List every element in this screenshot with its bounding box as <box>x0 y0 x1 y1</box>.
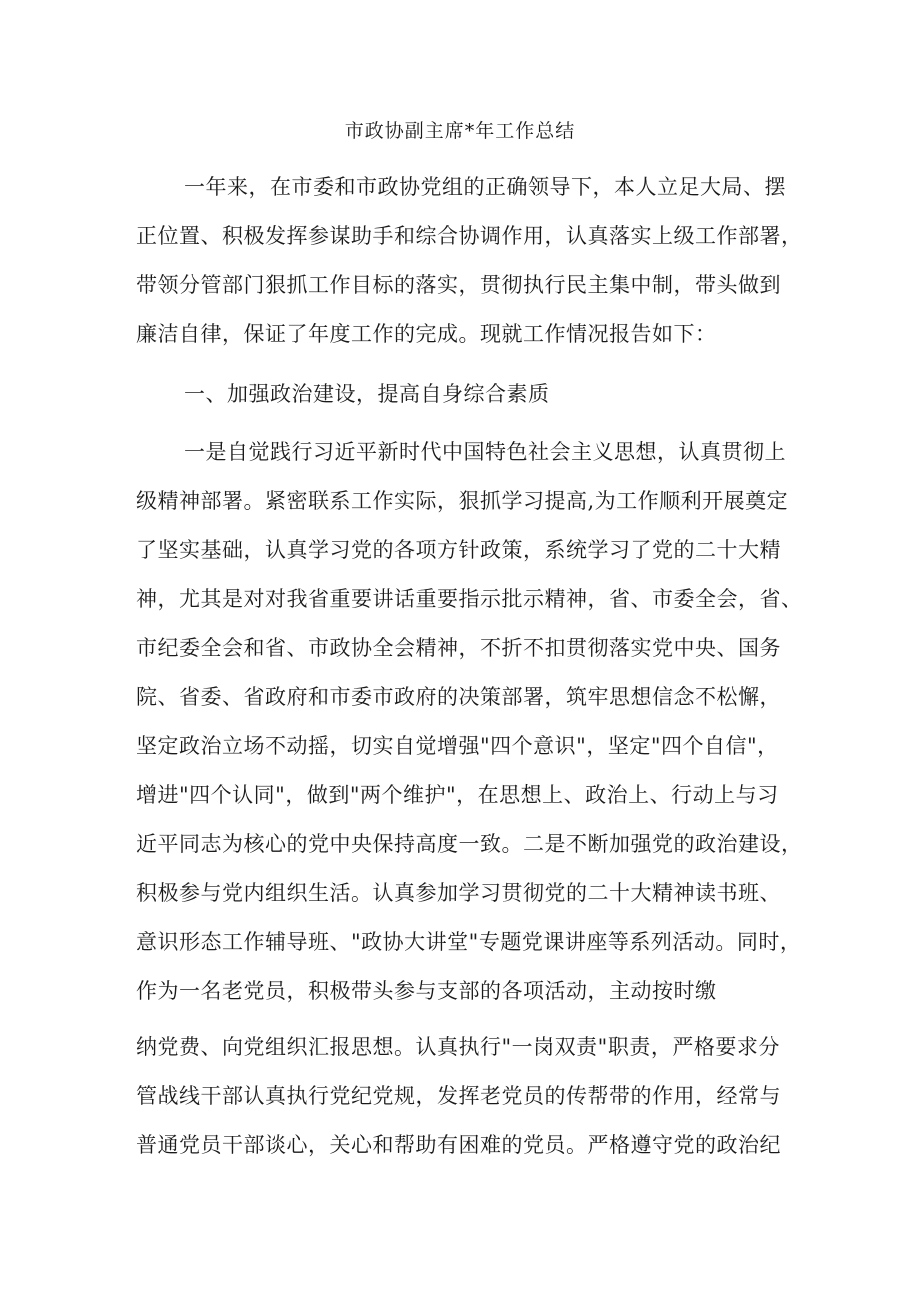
body-line-1: 一是自觉践行习近平新时代中国特色社会主义思想，认真贯彻上 <box>184 440 786 464</box>
body-line-11: 意识形态工作辅导班、"政协大讲堂"专题党课讲座等系列活动。同时， <box>136 930 802 954</box>
body-line-7: 坚定政治立场不动摇，切实自觉增强"四个意识"，坚定"四个自信"， <box>136 734 779 758</box>
body-line-4: 神，尤其是对对我省重要讲话重要指示批示精神，省、市委全会，省、 <box>136 587 803 611</box>
intro-line-2: 正位置、积极发挥参谋助手和综合协调作用，认真落实上级工作部署， <box>136 224 803 248</box>
body-line-9: 近平同志为核心的党中央保持高度一致。二是不断加强党的政治建设， <box>136 832 803 856</box>
intro-line-3: 带领分管部门狠抓工作目标的落实，贯彻执行民主集中制，带头做到 <box>136 273 781 297</box>
body-line-6: 院、省委、省政府和市委市政府的决策部署，筑牢思想信念不松懈， <box>136 685 781 709</box>
intro-line-1: 一年来，在市委和市政协党组的正确领导下，本人立足大局、摆 <box>184 175 786 199</box>
body-line-10: 积极参与党内组织生活。认真参加学习贯彻党的二十大精神读书班、 <box>136 881 781 905</box>
body-line-2: 级精神部署。紧密联系工作实际，狠抓学习提高,为工作顺利开展奠定 <box>136 489 789 513</box>
section-heading: 一、加强政治建设，提高自身综合素质 <box>184 382 550 406</box>
body-line-8: 增进"四个认同"，做到"两个维护"，在思想上、政治上、行动上与习 <box>136 783 779 807</box>
body-line-14: 管战线干部认真执行党纪党规，发挥老党员的传帮带的作用，经常与 <box>136 1084 781 1108</box>
body-line-5: 市纪委全会和省、市政协全会精神，不折不扣贯彻落实党中央、国务 <box>136 636 781 660</box>
body-line-12: 作为一名老党员，积极带头参与支部的各项活动，主动按时缴 <box>136 979 717 1003</box>
body-line-13: 纳党费、向党组织汇报思想。认真执行"一岗双责"职责，严格要求分 <box>136 1035 780 1059</box>
intro-line-4: 廉洁自律，保证了年度工作的完成。现就工作情况报告如下： <box>136 322 717 346</box>
body-line-15: 普通党员干部谈心，关心和帮助有困难的党员。严格遵守党的政治纪 <box>136 1133 781 1157</box>
document-title: 市政协副主席*年工作总结 <box>344 120 576 142</box>
body-line-3: 了坚实基础，认真学习党的各项方针政策，系统学习了党的二十大精 <box>136 538 781 562</box>
